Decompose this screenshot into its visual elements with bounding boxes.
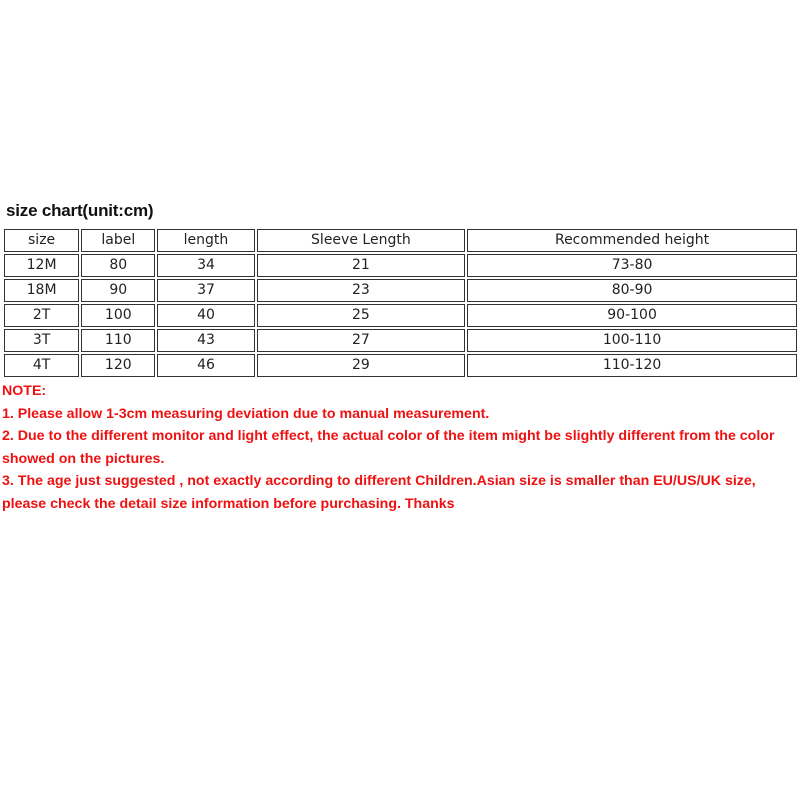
notes-section (2, 380, 798, 515)
header-sleeve-length: Sleeve Length (257, 229, 466, 252)
table-row (4, 254, 797, 277)
cell-label: 110 (81, 329, 155, 352)
note-item: 1. Please allow 1-3cm measuring deviation due to manual measurement. (2, 405, 490, 422)
cell-size: 2T (4, 304, 79, 327)
header-size: size (4, 229, 79, 252)
cell-recommended-height: 90-100 (467, 304, 797, 327)
table-row (4, 304, 797, 327)
header-length: length (157, 229, 254, 252)
cell-length: 34 (157, 254, 254, 277)
note-item: 3. The age just suggested , not exactly according to different Children.Asian size is smaller than EU/US/UK size, please check the detail size information before purchasing. Thanks (2, 473, 756, 512)
note-item: 2. Due to the different monitor and light effect, the actual color of the item might be slightly different from the color showed on the pictures. (2, 428, 775, 467)
header-label: label (81, 229, 155, 252)
cell-length: 40 (157, 304, 254, 327)
cell-size: 12M (4, 254, 79, 277)
cell-length: 37 (157, 279, 254, 302)
table-row (4, 279, 797, 302)
chart-title: size chart(unit:cm) (6, 201, 154, 220)
cell-length: 43 (157, 329, 254, 352)
cell-sleeve-length: 25 (257, 304, 466, 327)
cell-recommended-height: 80-90 (467, 279, 797, 302)
cell-sleeve-length: 29 (257, 354, 466, 377)
cell-label: 100 (81, 304, 155, 327)
cell-label: 120 (81, 354, 155, 377)
table-row (4, 354, 797, 377)
notes-heading: NOTE: (2, 383, 47, 399)
cell-label: 80 (81, 254, 155, 277)
cell-sleeve-length: 27 (257, 329, 466, 352)
cell-sleeve-length: 21 (257, 254, 466, 277)
header-recommended-height: Recommended height (467, 229, 797, 252)
table-row (4, 329, 797, 352)
cell-recommended-height: 110-120 (467, 354, 797, 377)
size-table (2, 227, 799, 379)
cell-size: 4T (4, 354, 79, 377)
cell-size: 3T (4, 329, 79, 352)
cell-recommended-height: 100-110 (467, 329, 797, 352)
cell-label: 90 (81, 279, 155, 302)
cell-sleeve-length: 23 (257, 279, 466, 302)
table-header-row (4, 229, 797, 252)
cell-recommended-height: 73-80 (467, 254, 797, 277)
cell-size: 18M (4, 279, 79, 302)
cell-length: 46 (157, 354, 254, 377)
